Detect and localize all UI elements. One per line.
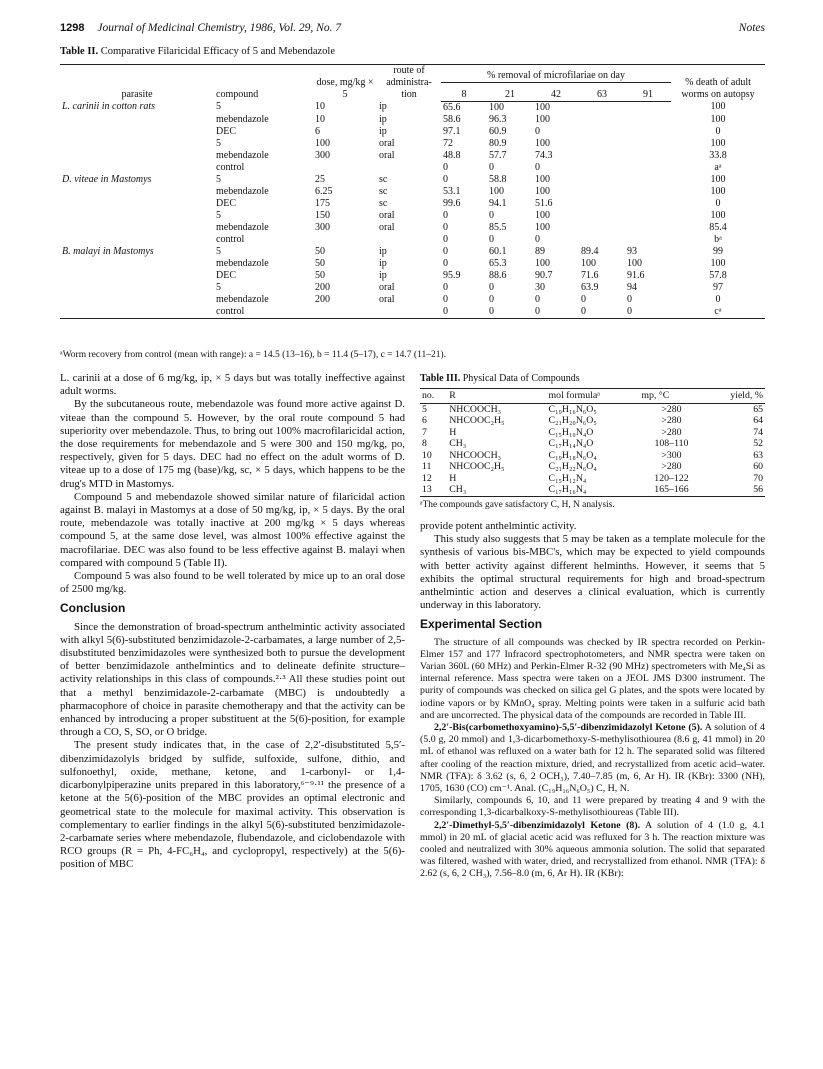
table-cell: 60.9 (488, 125, 507, 137)
table-cell (625, 186, 671, 198)
table-cell: 89 (534, 245, 545, 257)
table-cell: 12 (422, 472, 432, 484)
table-cell: 100 (710, 137, 726, 149)
table-cell: 100 (710, 209, 726, 221)
table-cell: 0 (443, 173, 448, 185)
table-cell (60, 234, 214, 246)
table-cell (579, 222, 625, 234)
section-heading: Experimental Section (420, 617, 543, 632)
table-cell: CH₃ (447, 484, 546, 496)
table-cell: L. carinii in cotton rats (62, 101, 156, 112)
table-cell: 63 (753, 449, 763, 461)
paragraph (420, 820, 765, 881)
table-cell (377, 306, 441, 319)
table-row (60, 198, 765, 210)
table-cell: 58.8 (488, 173, 507, 185)
table-cell: oral (379, 209, 395, 221)
table-cell: 57.7 (488, 149, 507, 161)
table-row (60, 282, 765, 294)
table-cell (313, 162, 377, 174)
table-cell: ip (379, 125, 387, 137)
table-row (60, 306, 765, 319)
table-cell: 100 (534, 221, 550, 233)
table-cell: 100 (488, 101, 504, 113)
table-cell: 0 (443, 293, 448, 305)
table-cell: 0 (534, 293, 540, 305)
table-cell: 10 (315, 113, 325, 125)
table-cell: 0 (443, 221, 448, 233)
table-cell: 51.6 (534, 197, 553, 209)
page-header (60, 22, 765, 34)
table-cell: 100 (534, 209, 550, 221)
table-row (420, 415, 765, 427)
table2 (60, 64, 765, 319)
table-cell: 10 (422, 449, 432, 461)
paragraph: Compound 5 was also found to be well tolerated by mice up to an oral dose of 2500 mg/kg. (60, 570, 405, 596)
table-cell: ip (379, 101, 387, 112)
table-row (60, 234, 765, 246)
table-cell: 0 (443, 257, 448, 269)
col-day: 63 (579, 83, 625, 101)
table-cell: 100 (710, 113, 726, 125)
table-cell: 11 (422, 461, 432, 473)
table2-body (60, 101, 765, 318)
table-cell: 70 (753, 472, 763, 484)
table-cell: 100 (580, 257, 596, 269)
table-cell: 60 (753, 461, 763, 473)
table-row (60, 138, 765, 150)
table-cell: 13 (420, 484, 447, 496)
col-death: % death of adult worms on autopsy (671, 65, 765, 102)
table-cell (60, 282, 214, 294)
col-dose: dose, mg/kg × 5 (313, 65, 377, 102)
table-cell: mebendazole (216, 293, 269, 305)
table-cell: H (449, 426, 457, 438)
table-cell (60, 114, 214, 126)
table-cell: 57.8 (709, 269, 727, 281)
table-row (420, 403, 765, 415)
table-cell: 50 (315, 269, 325, 281)
table3-footnote: ᵃThe compounds gave satisfactory C, H, N analysis. (420, 499, 615, 510)
table-cell: mebendazole (216, 113, 269, 125)
table-cell (625, 101, 671, 114)
table-cell: 6 (315, 125, 320, 137)
table-cell (60, 162, 214, 174)
table-cell (625, 234, 671, 246)
table-cell: 0 (443, 233, 448, 245)
table-cell: 64 (753, 415, 763, 427)
table-row (60, 186, 765, 198)
table3 (420, 388, 765, 497)
table-row (60, 162, 765, 174)
table-row (60, 270, 765, 282)
col-compound: compound (214, 65, 313, 102)
table-cell: 99 (713, 245, 723, 257)
table-cell: 100 (534, 173, 550, 185)
table-cell (579, 138, 625, 150)
table-cell: 0 (533, 306, 579, 319)
table-cell: cᵃ (671, 306, 765, 319)
table-row (420, 461, 765, 473)
col-mp: mp, °C (639, 389, 703, 404)
table-cell: 71.6 (580, 269, 599, 281)
paragraph: This study also suggests that 5 may be taken as a template molecule for the synthesis of various bis-MBC's, which may be expected to yield compounds with better activity against different helminths. However, it seems that 5 exhibits the optimal structural requirements for high and broad-spectrum anthelmintic action and deserves a clinical evaluation, which is currently underway in this laboratory. (420, 533, 765, 612)
page-number: 1298 (60, 22, 85, 34)
right-column (420, 372, 765, 881)
table-cell (625, 138, 671, 150)
table-cell: 25 (315, 173, 325, 185)
table-cell: 5 (216, 101, 221, 112)
table-cell: 100 (534, 185, 550, 197)
table-cell: 53.1 (443, 185, 461, 197)
table-cell: 93 (626, 245, 637, 257)
table-cell: >300 (661, 449, 682, 461)
table-cell: 0 (488, 209, 494, 221)
table-cell: 300 (315, 221, 330, 233)
table2-caption (60, 46, 335, 57)
table-cell: 100 (534, 137, 550, 149)
table-cell: 200 (315, 281, 330, 293)
table-cell: 0 (488, 233, 494, 245)
table-row (60, 101, 765, 114)
table-cell: CH₃ (449, 438, 467, 450)
table-cell: mebendazole (216, 221, 269, 233)
table-cell (579, 162, 625, 174)
table-cell: 94 (626, 281, 637, 293)
table-cell (625, 198, 671, 210)
table-cell: 85.4 (709, 221, 727, 233)
table-cell: 0 (534, 233, 540, 245)
table-cell: 100 (710, 173, 726, 185)
section-label: Notes (738, 22, 765, 34)
table-cell: 100 (534, 101, 550, 113)
table2-footnote: ᵃWorm recovery from control (mean with range): a = 14.5 (13–16), b = 11.4 (5–17), c = 14.7 (11–21). (60, 350, 447, 360)
table-row (420, 438, 765, 450)
table-cell (313, 306, 377, 319)
table-cell: 100 (488, 185, 504, 197)
table-cell: DEC (216, 125, 236, 137)
table-cell (60, 126, 214, 138)
table-cell (377, 162, 441, 174)
table-cell: 30 (534, 281, 545, 293)
table-cell: 50 (315, 245, 325, 257)
table-cell (579, 186, 625, 198)
table-cell: 0 (626, 293, 632, 305)
table-row (60, 174, 765, 186)
table-cell: 50 (315, 257, 325, 269)
table-cell: ip (379, 245, 387, 257)
table-cell (625, 150, 671, 162)
table-cell (60, 294, 214, 306)
paragraph: Since the demonstration of broad-spectrum anthelmintic activity associated with alkyl 5(6)-substituted benzimidazole-2-carbamates, a large number of 2,5-disubstituted benzimidazoles were synthesized both to pursue the development of better benzimidazole anthelmintics and to delineate definite structure–activity relationships in this class of compounds.²·³ All these studies point out that a methyl benzimidazole-2-carbamate (MBC) is undoubtedly a pharmacophore of choice in parasite chemotherapy and that the activity can be enhanced by introducing a proper substituent at the 5(6)-position, for example through a CO, S, SO, or O bridge. (60, 620, 405, 739)
table-cell: C₂₁H₂₀N₆O₅ (548, 415, 597, 427)
table2-title: Comparative Filaricidal Efficacy of 5 and Mebendazole (100, 46, 335, 57)
table-cell: 175 (315, 197, 330, 209)
table-row (420, 427, 765, 439)
table-cell: 0 (715, 293, 721, 305)
left-column (60, 372, 405, 872)
table-cell: 100 (710, 257, 726, 269)
section-heading: Conclusion (60, 601, 126, 616)
table-cell (60, 150, 214, 162)
table-cell: >280 (661, 403, 682, 415)
col-route: route of administra-tion (377, 65, 441, 102)
table-cell: B. malayi in Mastomys (62, 245, 154, 257)
table-cell (60, 198, 214, 210)
table-cell (60, 186, 214, 198)
table-cell: C₂₁H₂₂N₆O₄ (548, 461, 597, 473)
table3-label: Table III. (420, 373, 461, 384)
table-cell: ip (379, 269, 387, 281)
table-cell: NHCOOCH₃ (449, 449, 502, 461)
table-cell: 200 (315, 293, 330, 305)
table-cell (579, 101, 625, 114)
table-cell: 0 (443, 281, 448, 293)
table-cell: 0 (443, 209, 448, 221)
journal-citation: Journal of Medicinal Chemistry, 1986, Vol. 29, No. 7 (97, 22, 342, 34)
table-cell: C₁₉H₁₆N₆O₅ (548, 403, 597, 415)
table-cell: C₁₅H₁₀N₄O (548, 426, 594, 438)
table-cell: 56 (704, 484, 765, 496)
col-day: 42 (533, 83, 579, 101)
paragraph: The present study indicates that, in the case of 2,2′-disubstituted 5,5′-dibenzimidazolyls bridged by sulfide, sulfoxide, sulfone, dithio, and sulfonoethyl, oxide, methane, ketone, and 1-carbonyl- or 1,4-dicarbonylpiperazine units prepared in this laboratory,⁶⁻⁹·¹¹ the presence of a ketone at the 5(6)-position of the MBC provides an optimal electronic and geometrical state to the molecule for maximal activity. This observation is complementary to earlier findings in the alkyl 5(6)-substituted benzimidazole-2-carbamate series where mebendazole, flubendazole, and ciclobendazole with RCO groups (R = Ph, 4-FC₆H₄, and cyclopropyl, respectively) at the 5(6)-position of MBC (60, 739, 405, 871)
table-cell: DEC (216, 269, 236, 281)
table-cell: 89.4 (580, 245, 599, 257)
table-cell: 65.6 (443, 101, 461, 113)
table-cell: 99.6 (443, 197, 461, 209)
table-cell: 6 (422, 415, 427, 427)
table-cell: control (216, 233, 245, 245)
compound-title: 2,2′-Bis(carbomethoxyamino)-5,5′-dibenzimidazolyl Ketone (5). (434, 721, 703, 733)
table-cell: 0 (488, 281, 494, 293)
table-cell (625, 162, 671, 174)
table-cell: 97 (713, 281, 723, 293)
table-cell: 90.7 (534, 269, 553, 281)
table-cell: mebendazole (216, 257, 269, 269)
table-cell: 0 (441, 306, 487, 319)
table-row (60, 246, 765, 258)
table-cell: 58.6 (443, 113, 461, 125)
table-cell: 91.6 (626, 269, 645, 281)
table3-title: Physical Data of Compounds (462, 373, 580, 384)
table-cell: oral (379, 293, 395, 305)
table-cell: 88.6 (488, 269, 507, 281)
table-cell: 94.1 (488, 197, 507, 209)
table-cell: oral (379, 137, 395, 149)
table-row (60, 126, 765, 138)
paragraph (420, 722, 765, 795)
table-cell (579, 234, 625, 246)
table-row (60, 150, 765, 162)
table-cell: 100 (710, 185, 726, 197)
table-cell: control (214, 306, 313, 319)
table-row (420, 450, 765, 462)
table-cell: 100 (534, 257, 550, 269)
table-cell: C₁₅H₁₂N₄ (548, 472, 587, 484)
table-cell: 96.3 (488, 113, 507, 125)
table-row (60, 114, 765, 126)
table-cell: 95.9 (443, 269, 461, 281)
table-cell: C₁₉H₁₈N₆O₄ (548, 449, 597, 461)
table-cell: ip (379, 113, 387, 125)
table-cell: 100 (710, 101, 726, 112)
table-cell: 65.3 (488, 257, 507, 269)
paragraph: Compound 5 and mebendazole showed similar nature of filaricidal action against B. malayi in Mastomys at a dose of 50 mg/kg, ip, × 5 days. By the oral route, mebendazole was totally inactive at 200 mg/kg × 5 days whereas compound 5, at the same dose level, was almost 100% effective against the macrofilariae. DEC was also found to be less effective against B. malayi when compared with compound 5 (Table II). (60, 490, 405, 569)
table-cell (579, 198, 625, 210)
table-cell: 5 (216, 173, 221, 185)
table-cell: 0 (534, 125, 540, 137)
table-cell: 33.8 (709, 149, 727, 161)
table-cell (625, 222, 671, 234)
table-row (60, 210, 765, 222)
table-cell (579, 126, 625, 138)
table-cell (625, 174, 671, 186)
table-cell: D. viteae in Mastomys (62, 173, 152, 185)
table-cell: DEC (216, 197, 236, 209)
table-cell: H (449, 472, 457, 484)
paragraph: provide potent anthelmintic activity. (420, 519, 577, 532)
col-parasite: parasite (60, 65, 214, 102)
table-cell: 0 (715, 125, 721, 137)
table-cell: mebendazole (216, 149, 269, 161)
table-cell: 100 (315, 137, 330, 149)
table-cell: 0 (580, 293, 586, 305)
table-cell (60, 210, 214, 222)
table-cell: 7 (422, 426, 427, 438)
table-cell: 100 (534, 113, 550, 125)
paragraph: Similarly, compounds 6, 10, and 11 were prepared by treating 4 and 9 with the corresponding 1,3-dicarbalkoxy-S-methylisothioureas (Table III). (420, 795, 765, 819)
table-cell: 0 (443, 161, 448, 173)
table-cell: 5 (216, 281, 221, 293)
table-cell: 100 (626, 257, 642, 269)
table-cell: aᵃ (714, 161, 722, 173)
table3-caption (420, 372, 765, 385)
paragraph: L. carinii at a dose of 6 mg/kg, ip, × 5 days but was totally ineffective against adult worms. (60, 372, 405, 398)
table-cell: 74 (753, 426, 763, 438)
table-cell: ip (379, 257, 387, 269)
table-cell: 165–166 (639, 484, 703, 496)
table-cell: 63.9 (580, 281, 599, 293)
table-cell: 10 (315, 101, 325, 112)
col-formula: mol formulaᵃ (547, 389, 640, 404)
table-cell (60, 306, 214, 319)
table-row (420, 484, 765, 496)
table-cell: 5 (422, 403, 427, 415)
table-cell: 65 (753, 403, 763, 415)
table-cell (377, 234, 441, 246)
table-cell: sc (379, 173, 388, 185)
table-cell (579, 174, 625, 186)
table-cell: NHCOOC₂H₅ (449, 461, 505, 473)
table-cell: C₁₇H₁₆N₄ (547, 484, 640, 496)
col-day: 8 (441, 83, 487, 101)
table-cell: control (216, 161, 245, 173)
table-cell (625, 114, 671, 126)
table-cell: 72 (443, 137, 453, 149)
table-cell: >280 (661, 415, 682, 427)
table-cell (625, 126, 671, 138)
table-cell: sc (379, 185, 388, 197)
table-row (60, 294, 765, 306)
table-cell: 5 (216, 137, 221, 149)
table-cell: 0 (443, 245, 448, 257)
table-cell: 85.5 (488, 221, 507, 233)
col-day: 91 (625, 83, 671, 101)
table-cell (60, 138, 214, 150)
table-cell: 97.1 (443, 125, 461, 137)
table3-body (420, 403, 765, 496)
table-cell (60, 270, 214, 282)
table-cell: NHCOOCH₃ (449, 403, 502, 415)
table-cell: bᵃ (714, 233, 722, 245)
table-cell: oral (379, 149, 395, 161)
table-cell (313, 234, 377, 246)
table-cell: 0 (488, 161, 494, 173)
table-cell: 120–122 (654, 472, 689, 484)
table-cell (579, 114, 625, 126)
table-cell: 80.9 (488, 137, 507, 149)
table-cell: oral (379, 281, 395, 293)
table-cell: 0 (488, 293, 494, 305)
table-cell: 0 (715, 197, 721, 209)
table-cell: 150 (315, 209, 330, 221)
table-cell (625, 210, 671, 222)
compound-title: 2,2′-Dimethyl-5,5′-dibenzimidazolyl Ketone (8). (434, 819, 641, 831)
paragraph: By the subcutaneous route, mebendazole was found more active against D. viteae than the compound 5. However, by the oral route compound 5 had superiority over mebendazole. Thus, to bring out 100% macrofilaricidal action, the dose requirements for mebendazole and 5 were 300 and 150 mg/kg, po, respectively, given for 5 days. DEC had no effect on the adult worms of D. viteae up to a dose of 175 mg (base)/kg, sc, × 5 days, which happens to be the drug's MTD in Mastomys. (60, 398, 405, 490)
col-no: no. (420, 389, 447, 404)
table-cell (579, 210, 625, 222)
col-yield: yield, % (704, 389, 765, 404)
table-cell: >280 (661, 461, 682, 473)
col-r: R (447, 389, 546, 404)
paragraph-body: A solution of 4 (1.0 g, 4.1 mmol) in 20 mL of glacial acetic acid was refluxed for 3 h. The reaction mixture was cooled and neutralized with 30% aqueous ammonia solution. The solid that separated was filtered, washed with water, dried, and recrystallized from ethanol. NMR (TFA): δ 2.62 (s, 6, 2 CH₃), 7.56–8.0 (m, 6, Ar H). IR (KBr): (420, 819, 765, 880)
col-removal: % removal of microfilariae on day (441, 65, 671, 83)
table-cell: mebendazole (216, 185, 269, 197)
table-cell: 0 (625, 306, 671, 319)
table-cell (60, 222, 214, 234)
table-cell (60, 258, 214, 270)
table-cell: sc (379, 197, 388, 209)
table-cell: 60.1 (488, 245, 507, 257)
table-cell: C₁₇H₁₄N₄O (548, 438, 594, 450)
table-cell: 48.8 (443, 149, 461, 161)
table-cell (579, 150, 625, 162)
table-cell: 108–110 (654, 438, 689, 450)
table-cell: 300 (315, 149, 330, 161)
table-cell: 5 (216, 209, 221, 221)
table-cell: 6.25 (315, 185, 333, 197)
table-cell: 5 (216, 245, 221, 257)
table-cell: NHCOOC₂H₅ (449, 415, 505, 427)
table-cell: >280 (661, 426, 682, 438)
table-cell: 0 (487, 306, 533, 319)
col-day: 21 (487, 83, 533, 101)
table-cell: 74.3 (534, 149, 553, 161)
table-cell: 8 (422, 438, 427, 450)
table-cell: 0 (534, 161, 540, 173)
table2-label: Table II. (60, 46, 99, 57)
paragraph: The structure of all compounds was checked by IR spectra recorded on Perkin-Elmer 157 and 177 Infracord spectrophotometers, and NMR spectra were taken on Varian 360L (60 MHz) and Perkin-Elmer R-32 (90 MHz) spectrometers with Me₄Si as internal reference. Mass spectra were taken on a JEOL JMS D300 instrument. The purity of compounds was checked on silica gel G plates, and the spots were located by iodine vapors or by KMnO₄ spray. Melting points were taken in a sulfuric acid bath and are uncorrected. The physical data of the compounds are recorded in Table III. (420, 636, 765, 721)
table-row (60, 222, 765, 234)
table-cell: 0 (579, 306, 625, 319)
table-row (60, 258, 765, 270)
table-cell: 52 (753, 438, 763, 450)
table-cell: oral (379, 221, 395, 233)
paragraph-body: A solution of 4 (5.0 g, 20 mmol) and 1,3-dicarbomethoxy-S-methylisothiourea (8.6 g, 41 mmol) in 20 mL of ethanol was refluxed on a water bath for 12 h. The separated solid was filtered after cooling of the reaction mixture, dried, and recrystallized from acetic acid–water. NMR (TFA): δ 3.62 (s, 6, 2 OCH₃), 7.40–7.85 (m, 6, Ar H). IR (KBr): 3300 (NH), 1705, 1630 (CO) cm⁻¹. Anal. (C₁₉H₁₆N₆O₅) C, H, N. (420, 721, 765, 794)
table-row (420, 473, 765, 485)
